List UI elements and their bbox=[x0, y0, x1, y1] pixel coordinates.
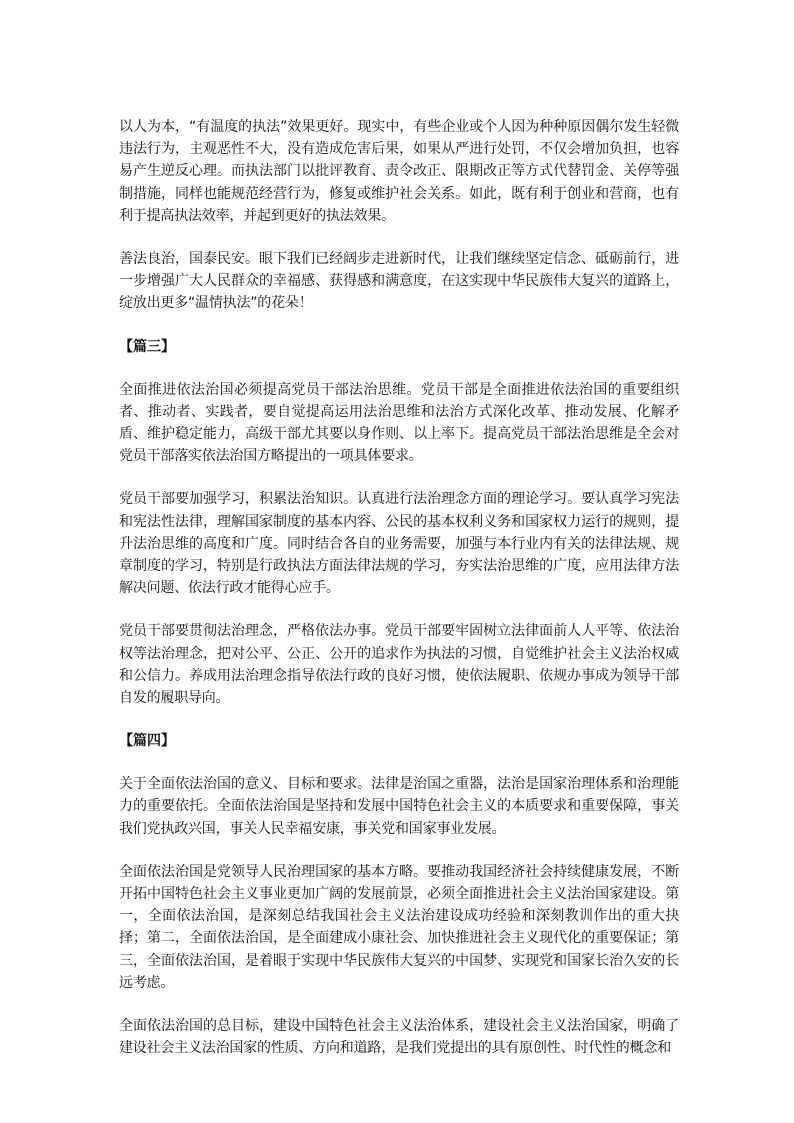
paragraph-8: 全面依法治国的总目标，建设中国特色社会主义法治体系，建设社会主义法治国家，明确了建设社会主义法治国家的性质、方向和道路，是我们党提出的具有原创性、时代性的概念和 bbox=[119, 1018, 679, 1057]
section-heading-4: 【篇四】 bbox=[119, 733, 175, 750]
paragraph-2: 善法良治，国泰民安。眼下我们已经阔步走进新时代，让我们继续坚定信念、砥砺前行，进一步增强广大人民群众的幸福感、获得感和满意度，在这实现中华民族伟大复兴的道路上，绽放出更多“温情执法”的花朵！ bbox=[119, 251, 679, 312]
paragraph-6: 关于全面依法治国的意义、目标和要求。法律是治国之重器，法治是国家治理体系和治理能力的重要依托。全面依法治国是坚持和发展中国特色社会主义的本质要求和重要保障，事关我们党执政兴国，事关人民幸福安康，事关党和国家事业发展。 bbox=[119, 776, 679, 837]
paragraph-3: 全面推进依法治国必须提高党员干部法治思维。党员干部是全面推进依法治国的重要组织者、推动者、实践者，要自觉提高运用法治思维和法治方式深化改革、推动发展、化解矛盾、维护稳定能力，高级干部尤其要以身作则、以上率下。提高党员干部法治思维是全会对党员干部落实依法治国方略提出的一项具体要求。 bbox=[119, 381, 679, 465]
paragraph-1: 以人为本，“有温度的执法”效果更好。现实中，有些企业或个人因为种种原因偶尔发生轻微违法行为，主观恶性不大，没有造成危害后果，如果从严进行处罚，不仅会增加负担，也容易产生逆反心理。而执法部门以批评教育、责令改正、限期改正等方式代替罚金、关停等强制措施，同样也能规范经营行为，修复或维护社会关系。如此，既有利于创业和营商，也有利于提高执法效率，并起到更好的执法效果。 bbox=[119, 119, 679, 224]
paragraph-7: 全面依法治国是党领导人民治理国家的基本方略。要推动我国经济社会持续健康发展，不断开拓中国特色社会主义事业更加广阔的发展前景，必须全面推进社会主义法治国家建设。第一，全面依法治国，是深刻总结我国社会主义法治建设成功经验和深刻教训作出的重大抉择；第二，全面依法治国，是全面建成小康社会、加快推进社会主义现代化的重要保证；第三，全面依法治国，是着眼于实现中华民族伟大复兴的中国梦、实现党和国家长治久安的长远考虑。 bbox=[119, 863, 679, 991]
paragraph-5: 党员干部要贯彻法治理念，严格依法办事。党员干部要牢固树立法律面前人人平等、依法治权等法治理念，把对公平、公正、公开的追求作为执法的习惯，自觉维护社会主义法治权威和公信力。养成用法治理念指导依法行政的良好习惯，使依法履职、依规办事成为领导干部自发的履职导向。 bbox=[119, 623, 679, 707]
document-body bbox=[119, 116, 679, 1060]
section-heading-3: 【篇三】 bbox=[119, 338, 175, 355]
paragraph-4: 党员干部要加强学习，积累法治知识。认真进行法治理念方面的理论学习。要认真学习宪法和宪法性法律，理解国家制度的基本内容、公民的基本权利义务和国家权力运行的规则，提升法治思维的高度和广度。同时结合各自的业务需要，加强与本行业内有关的法律法规、规章制度的学习，特别是行政执法方面法律法规的学习，夯实法治思维的广度，应用法律方法解决问题、依法行政才能得心应手。 bbox=[119, 491, 679, 597]
